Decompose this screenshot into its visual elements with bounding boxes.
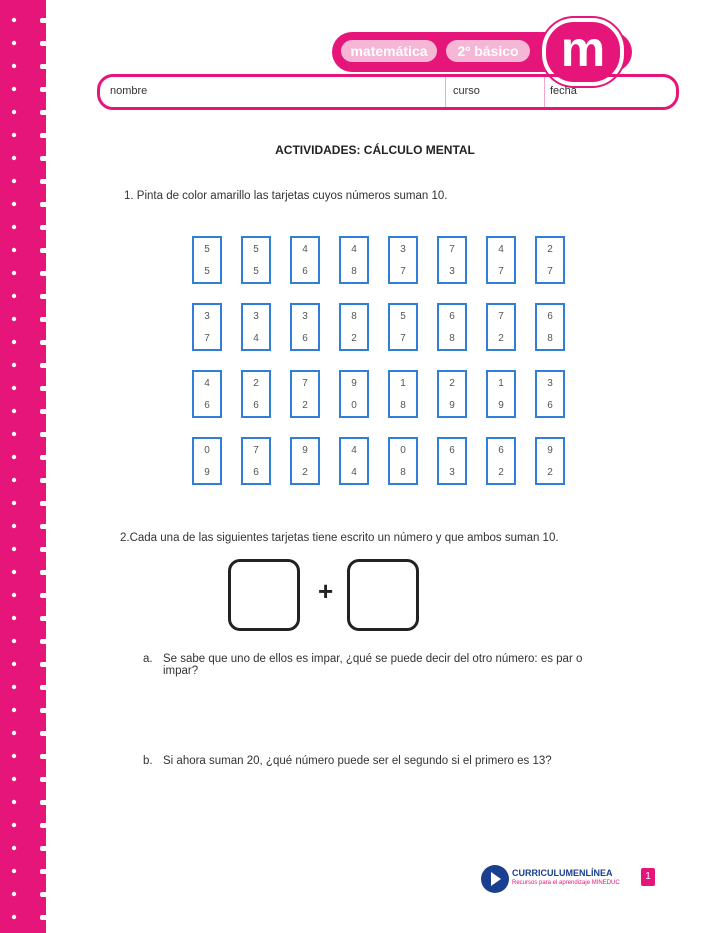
part-a-text bbox=[163, 653, 683, 677]
number-card[interactable] bbox=[241, 303, 271, 351]
number-card[interactable] bbox=[388, 370, 418, 418]
spiral-ring bbox=[40, 41, 54, 46]
card-top-number: 0 bbox=[204, 444, 210, 456]
footer-tagline: Recursos para el aprendizaje MINEDUC bbox=[512, 880, 620, 886]
number-card[interactable] bbox=[437, 437, 467, 485]
number-card[interactable] bbox=[339, 370, 369, 418]
number-card[interactable] bbox=[437, 303, 467, 351]
card-top-number: 9 bbox=[351, 377, 357, 389]
part-a-line-2: impar? bbox=[163, 665, 199, 677]
spiral-hole bbox=[12, 708, 16, 712]
card-top-number: 3 bbox=[400, 243, 406, 255]
spiral-hole bbox=[12, 340, 16, 344]
subject-logo: m bbox=[542, 18, 624, 86]
spiral-ring bbox=[40, 754, 54, 759]
grade-label: 2º básico bbox=[446, 40, 530, 62]
card-bottom-number: 8 bbox=[547, 332, 553, 344]
spiral-hole bbox=[12, 800, 16, 804]
course-field-label: curso bbox=[453, 85, 480, 97]
card-bottom-number: 9 bbox=[204, 466, 210, 478]
number-card[interactable] bbox=[241, 370, 271, 418]
spiral-hole bbox=[12, 501, 16, 505]
spiral-binding bbox=[0, 0, 60, 933]
spiral-ring bbox=[40, 915, 54, 920]
spiral-ring bbox=[40, 708, 54, 713]
card-top-number: 2 bbox=[547, 243, 553, 255]
card-bottom-number: 6 bbox=[253, 466, 259, 478]
card-bottom-number: 2 bbox=[302, 399, 308, 411]
spiral-ring bbox=[40, 639, 54, 644]
spiral-hole bbox=[12, 777, 16, 781]
part-a-label: a. bbox=[143, 653, 153, 665]
spiral-ring bbox=[40, 317, 54, 322]
card-top-number: 7 bbox=[498, 310, 504, 322]
plus-sign: + bbox=[318, 576, 334, 606]
card-top-number: 9 bbox=[302, 444, 308, 456]
spiral-hole bbox=[12, 248, 16, 252]
spiral-ring bbox=[40, 501, 54, 506]
spiral-hole bbox=[12, 639, 16, 643]
curriculum-logo-icon bbox=[480, 864, 510, 894]
number-card[interactable] bbox=[339, 236, 369, 284]
number-card[interactable] bbox=[339, 437, 369, 485]
page-number: 1 bbox=[641, 868, 655, 886]
spiral-ring bbox=[40, 846, 54, 851]
card-top-number: 4 bbox=[351, 243, 357, 255]
spiral-ring bbox=[40, 892, 54, 897]
separator bbox=[445, 77, 446, 107]
spiral-ring bbox=[40, 133, 54, 138]
card-bottom-number: 5 bbox=[204, 265, 210, 277]
spiral-hole bbox=[12, 754, 16, 758]
card-top-number: 7 bbox=[449, 243, 455, 255]
card-bottom-number: 7 bbox=[547, 265, 553, 277]
card-top-number: 6 bbox=[449, 444, 455, 456]
spiral-ring bbox=[40, 248, 54, 253]
number-card[interactable] bbox=[290, 370, 320, 418]
number-card[interactable] bbox=[437, 236, 467, 284]
spiral-hole bbox=[12, 869, 16, 873]
spiral-hole bbox=[12, 570, 16, 574]
card-top-number: 6 bbox=[547, 310, 553, 322]
card-bottom-number: 2 bbox=[498, 466, 504, 478]
card-top-number: 5 bbox=[400, 310, 406, 322]
spiral-ring bbox=[40, 432, 54, 437]
spiral-hole bbox=[12, 455, 16, 459]
card-top-number: 9 bbox=[547, 444, 553, 456]
number-card[interactable] bbox=[486, 236, 516, 284]
card-top-number: 4 bbox=[302, 243, 308, 255]
card-bottom-number: 3 bbox=[449, 466, 455, 478]
card-bottom-number: 9 bbox=[498, 399, 504, 411]
number-card[interactable] bbox=[241, 236, 271, 284]
card-top-number: 0 bbox=[400, 444, 406, 456]
number-card[interactable] bbox=[192, 370, 222, 418]
spiral-hole bbox=[12, 432, 16, 436]
card-bottom-number: 5 bbox=[253, 265, 259, 277]
card-top-number: 5 bbox=[253, 243, 259, 255]
number-card[interactable] bbox=[388, 303, 418, 351]
subject-label: matemática bbox=[341, 40, 437, 62]
number-card[interactable] bbox=[290, 437, 320, 485]
card-top-number: 7 bbox=[302, 377, 308, 389]
spiral-ring bbox=[40, 800, 54, 805]
number-card[interactable] bbox=[388, 437, 418, 485]
spiral-hole bbox=[12, 892, 16, 896]
card-top-number: 4 bbox=[351, 444, 357, 456]
spiral-hole bbox=[12, 179, 16, 183]
card-bottom-number: 2 bbox=[351, 332, 357, 344]
spiral-hole bbox=[12, 409, 16, 413]
card-bottom-number: 6 bbox=[302, 332, 308, 344]
card-bottom-number: 8 bbox=[400, 399, 406, 411]
number-card[interactable] bbox=[192, 437, 222, 485]
number-card[interactable] bbox=[486, 437, 516, 485]
number-card[interactable] bbox=[535, 303, 565, 351]
student-info-bar bbox=[97, 74, 679, 110]
card-bottom-number: 4 bbox=[351, 466, 357, 478]
card-top-number: 3 bbox=[547, 377, 553, 389]
number-card[interactable] bbox=[486, 303, 516, 351]
card-bottom-number: 2 bbox=[547, 466, 553, 478]
spiral-hole bbox=[12, 18, 16, 22]
spiral-hole bbox=[12, 202, 16, 206]
spiral-ring bbox=[40, 87, 54, 92]
spiral-ring bbox=[40, 386, 54, 391]
blank-card-left bbox=[228, 559, 300, 631]
spiral-ring bbox=[40, 409, 54, 414]
footer-brand: CURRICULUMENLÍNEA bbox=[512, 868, 613, 878]
number-card[interactable] bbox=[388, 236, 418, 284]
separator bbox=[544, 77, 545, 107]
card-bottom-number: 4 bbox=[253, 332, 259, 344]
spiral-ring bbox=[40, 616, 54, 621]
card-top-number: 3 bbox=[253, 310, 259, 322]
part-b-text: Si ahora suman 20, ¿qué número puede ser el segundo si el primero es 13? bbox=[163, 755, 552, 767]
blank-card-right bbox=[347, 559, 419, 631]
spiral-hole bbox=[12, 662, 16, 666]
spiral-hole bbox=[12, 271, 16, 275]
card-bottom-number: 6 bbox=[302, 265, 308, 277]
card-bottom-number: 7 bbox=[400, 265, 406, 277]
number-card[interactable] bbox=[192, 236, 222, 284]
card-bottom-number: 3 bbox=[449, 265, 455, 277]
card-top-number: 2 bbox=[449, 377, 455, 389]
question-1-text: 1. Pinta de color amarillo las tarjetas cuyos números suman 10. bbox=[124, 190, 448, 202]
card-bottom-number: 8 bbox=[351, 265, 357, 277]
card-bottom-number: 0 bbox=[351, 399, 357, 411]
card-top-number: 4 bbox=[204, 377, 210, 389]
spiral-ring bbox=[40, 340, 54, 345]
card-bottom-number: 8 bbox=[400, 466, 406, 478]
spiral-ring bbox=[40, 662, 54, 667]
name-field-label: nombre bbox=[110, 85, 148, 97]
spiral-ring bbox=[40, 685, 54, 690]
spiral-hole bbox=[12, 823, 16, 827]
spiral-ring bbox=[40, 731, 54, 736]
spiral-hole bbox=[12, 386, 16, 390]
card-bottom-number: 2 bbox=[302, 466, 308, 478]
spiral-hole bbox=[12, 133, 16, 137]
number-card[interactable] bbox=[339, 303, 369, 351]
spiral-hole bbox=[12, 915, 16, 919]
number-card[interactable] bbox=[535, 236, 565, 284]
spiral-hole bbox=[12, 846, 16, 850]
card-bottom-number: 7 bbox=[400, 332, 406, 344]
card-bottom-number: 7 bbox=[204, 332, 210, 344]
number-card[interactable] bbox=[290, 303, 320, 351]
spiral-hole bbox=[12, 524, 16, 528]
spiral-ring bbox=[40, 110, 54, 115]
spiral-ring bbox=[40, 869, 54, 874]
spiral-hole bbox=[12, 478, 16, 482]
card-top-number: 7 bbox=[253, 444, 259, 456]
card-top-number: 3 bbox=[204, 310, 210, 322]
card-bottom-number: 6 bbox=[253, 399, 259, 411]
number-card[interactable] bbox=[290, 236, 320, 284]
spiral-hole bbox=[12, 294, 16, 298]
spiral-hole bbox=[12, 87, 16, 91]
spiral-ring bbox=[40, 18, 54, 23]
spiral-hole bbox=[12, 547, 16, 551]
number-card-grid bbox=[192, 236, 565, 485]
spiral-hole bbox=[12, 110, 16, 114]
spiral-hole bbox=[12, 317, 16, 321]
spiral-ring bbox=[40, 777, 54, 782]
number-card[interactable] bbox=[437, 370, 467, 418]
card-bottom-number: 2 bbox=[498, 332, 504, 344]
spiral-hole bbox=[12, 685, 16, 689]
spiral-ring bbox=[40, 823, 54, 828]
spiral-hole bbox=[12, 593, 16, 597]
card-bottom-number: 8 bbox=[449, 332, 455, 344]
card-bottom-number: 9 bbox=[449, 399, 455, 411]
question-2-text: 2.Cada una de las siguientes tarjetas tiene escrito un número y que ambos suman 10. bbox=[120, 532, 559, 544]
spiral-ring bbox=[40, 478, 54, 483]
card-top-number: 6 bbox=[498, 444, 504, 456]
spiral-hole bbox=[12, 731, 16, 735]
spiral-ring bbox=[40, 64, 54, 69]
card-top-number: 6 bbox=[449, 310, 455, 322]
spiral-ring bbox=[40, 202, 54, 207]
card-top-number: 4 bbox=[498, 243, 504, 255]
spiral-ring bbox=[40, 363, 54, 368]
date-field-label: fecha bbox=[550, 85, 577, 97]
card-top-number: 8 bbox=[351, 310, 357, 322]
number-card[interactable] bbox=[192, 303, 222, 351]
spiral-hole bbox=[12, 64, 16, 68]
card-bottom-number: 7 bbox=[498, 265, 504, 277]
spiral-hole bbox=[12, 616, 16, 620]
number-card[interactable] bbox=[535, 437, 565, 485]
spiral-ring bbox=[40, 271, 54, 276]
card-top-number: 1 bbox=[400, 377, 406, 389]
number-card[interactable] bbox=[535, 370, 565, 418]
spiral-ring bbox=[40, 570, 54, 575]
spiral-ring bbox=[40, 524, 54, 529]
spiral-ring bbox=[40, 593, 54, 598]
spiral-ring bbox=[40, 455, 54, 460]
number-card[interactable] bbox=[486, 370, 516, 418]
number-card[interactable] bbox=[241, 437, 271, 485]
card-top-number: 1 bbox=[498, 377, 504, 389]
page-title: ACTIVIDADES: CÁLCULO MENTAL bbox=[275, 143, 475, 157]
card-bottom-number: 6 bbox=[204, 399, 210, 411]
card-top-number: 3 bbox=[302, 310, 308, 322]
card-top-number: 5 bbox=[204, 243, 210, 255]
card-top-number: 2 bbox=[253, 377, 259, 389]
part-a-line-1: Se sabe que uno de ellos es impar, ¿qué se puede decir del otro número: es par o bbox=[163, 653, 583, 665]
spiral-hole bbox=[12, 41, 16, 45]
spiral-ring bbox=[40, 294, 54, 299]
spiral-ring bbox=[40, 225, 54, 230]
part-b-label: b. bbox=[143, 755, 153, 767]
spiral-ring bbox=[40, 547, 54, 552]
spiral-hole bbox=[12, 225, 16, 229]
spiral-hole bbox=[12, 363, 16, 367]
card-bottom-number: 6 bbox=[547, 399, 553, 411]
spiral-ring bbox=[40, 179, 54, 184]
